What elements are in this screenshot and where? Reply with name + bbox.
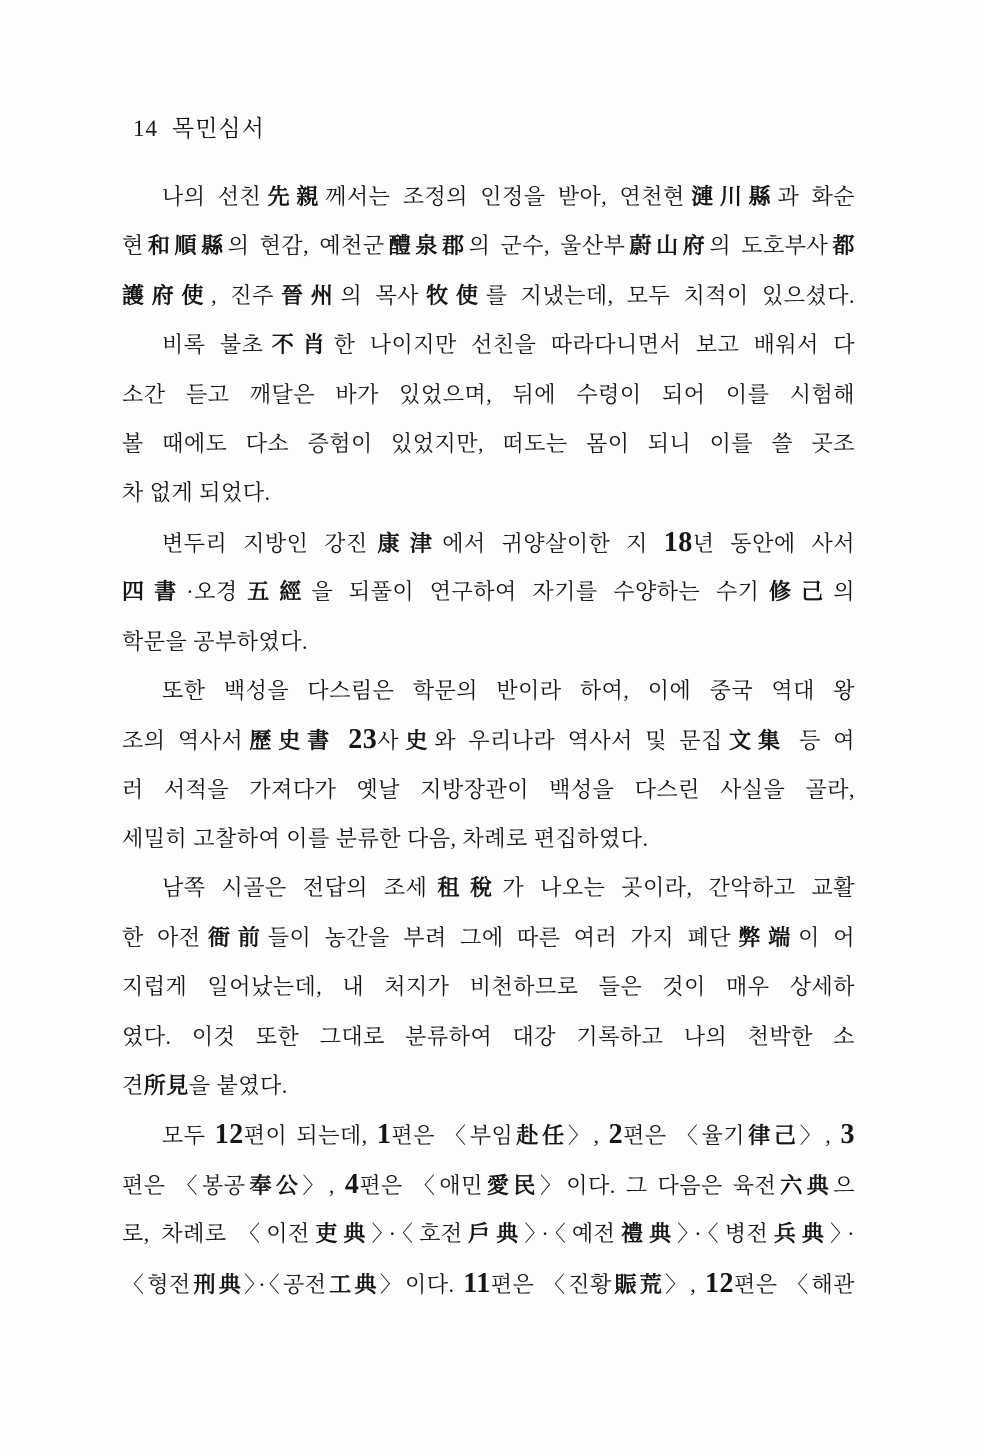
text-line <box>122 1061 855 1110</box>
hanja-text: 戶典 <box>462 1221 525 1247</box>
text-line <box>122 172 855 221</box>
hangul-text: 의 <box>833 579 855 605</box>
hangul-text: 〉·〈예전 <box>524 1221 616 1247</box>
hangul-text: 등 여 <box>786 728 855 754</box>
numeral-text: 4 <box>344 1168 360 1200</box>
hangul-text: 한 나이지만 선친을 따라다니면서 보고 배워서 다 <box>333 332 855 358</box>
hangul-text: 〉·〈호전 <box>371 1221 463 1247</box>
numeral-text: 12 <box>704 1267 734 1299</box>
hanja-text: 蔚山府 <box>625 233 710 259</box>
page-header <box>133 112 265 146</box>
hangul-text: 편은 〈율기 <box>623 1123 746 1149</box>
numeral-text: 2 <box>608 1119 624 1151</box>
hangul-text: 변두리 지방인 강진 <box>162 530 368 556</box>
hangul-text: 한 아전 <box>122 924 201 950</box>
hanja-text: 晉州 <box>273 282 341 308</box>
hanja-text: 醴泉郡 <box>384 233 469 259</box>
paragraph <box>122 320 855 518</box>
hangul-text: 의 현감, 예천군 <box>227 233 385 259</box>
numeral-text: 3 <box>840 1119 855 1151</box>
hangul-text: 비록 불초 <box>162 332 264 358</box>
text-line <box>122 962 855 1011</box>
paragraph <box>122 172 855 320</box>
hanja-text: 先親 <box>261 184 326 209</box>
text-line <box>122 765 855 814</box>
text-line <box>122 320 855 369</box>
numeral-text: 1 <box>376 1119 392 1151</box>
hangul-text: 의 목사 <box>340 282 419 308</box>
hanja-text: 漣川縣 <box>684 184 778 209</box>
hangul-text: 를 지냈는데, 모두 치적이 있으셨다. <box>485 282 855 308</box>
hanja-text: 和順縣 <box>143 233 228 259</box>
hangul-text: 와 우리나라 역사서 및 문집 <box>434 728 723 754</box>
hangul-text: 편이 되는데, <box>243 1123 377 1149</box>
text-line <box>122 1110 855 1159</box>
text-line <box>122 1012 855 1061</box>
hangul-text: 들이 농간을 부려 그에 따른 여러 가지 폐단 <box>267 924 732 950</box>
hanja-text: 不肖 <box>263 332 334 358</box>
hanja-text: 兵典 <box>768 1221 830 1247</box>
text-line <box>122 863 855 912</box>
hangul-text: 편은 〈봉공 <box>122 1172 246 1198</box>
text-line <box>122 1160 855 1209</box>
numeral-text: 23 <box>348 724 378 756</box>
text-line <box>122 617 855 666</box>
hanja-text: 律己 <box>745 1123 800 1149</box>
hangul-text: 학문을 공부하였다. <box>122 628 309 654</box>
text-line <box>122 814 855 863</box>
hanja-text: 租稅 <box>427 875 503 901</box>
hanja-text: 愛民 <box>482 1172 540 1198</box>
hangul-text: 조의 역사서 <box>122 728 244 754</box>
hangul-text: 〉, <box>302 1172 345 1198</box>
hangul-text: 께서는 조정의 인정을 받아, 연천현 <box>325 184 685 209</box>
hangul-text: 소간 듣고 깨달은 바가 있었으며, 뒤에 수령이 되어 이를 시험해 <box>122 381 855 407</box>
hanja-text: 史 <box>399 728 435 754</box>
hangul-text: 편은 〈해관 <box>733 1271 855 1297</box>
text-line <box>122 468 855 517</box>
hangul-text: 〉·〈병전 <box>677 1221 769 1247</box>
hangul-text: 을 붙였다. <box>188 1073 288 1099</box>
paragraph <box>122 518 855 666</box>
hanja-text: 衙前 <box>200 924 268 950</box>
text-line <box>122 221 855 270</box>
hangul-text: 을 되풀이 연구하여 자기를 수양하는 수기 <box>311 579 760 605</box>
hangul-text: 사 <box>377 728 400 754</box>
hanja-text: 康津 <box>367 530 443 556</box>
hanja-text: 弊端 <box>731 924 799 950</box>
hangul-text: 〉이다. <box>379 1271 464 1297</box>
hanja-text: 所見 <box>143 1073 189 1099</box>
hangul-text: 모두 <box>162 1123 215 1149</box>
hangul-text: 으 <box>833 1172 855 1198</box>
hanja-text: 赴任 <box>513 1123 568 1149</box>
text-line <box>122 1259 855 1308</box>
hangul-text: 년 동안에 사서 <box>692 530 855 556</box>
hanja-text: 歷史書 <box>243 728 336 754</box>
hanja-text: 奉公 <box>245 1172 303 1198</box>
hangul-text: 편은 〈부임 <box>391 1123 514 1149</box>
hangul-text: 가 나오는 곳이라, 간악하고 교활 <box>502 875 855 901</box>
text-line <box>122 913 855 962</box>
hangul-text: 과 화순 <box>777 184 855 209</box>
text-line <box>122 271 855 320</box>
numeral-text: 11 <box>463 1267 491 1299</box>
hangul-text: 세밀히 고찰하여 이를 분류한 다음, 차례로 편집하였다. <box>122 826 649 852</box>
hangul-text: 〉, <box>567 1123 609 1149</box>
paragraph <box>122 863 855 1110</box>
hanja-text: 四書 <box>122 579 187 605</box>
text-line <box>122 518 855 567</box>
hangul-text: 편은 〈애민 <box>359 1172 483 1198</box>
hangul-text: 남쪽 시골은 전답의 조세 <box>162 875 428 901</box>
hangul-text: 의 도호부사 <box>709 233 829 259</box>
paragraph <box>122 1110 855 1308</box>
hanja-text: 都 <box>828 233 855 259</box>
hangul-text: 〈형전 <box>122 1271 191 1297</box>
hanja-text: 六典 <box>776 1172 834 1198</box>
hangul-text: 또한 백성을 다스림은 학문의 반이라 하여, 이에 중국 역대 왕 <box>162 677 855 703</box>
hangul-text: 이 어 <box>798 924 855 950</box>
text-line <box>122 419 855 468</box>
hangul-text: 지럽게 일어났는데, 내 처지가 비천하므로 들은 것이 매우 상세하 <box>122 974 855 1000</box>
hangul-text: 견 <box>122 1073 144 1099</box>
hangul-text: , 진주 <box>211 282 274 308</box>
text-line <box>122 1209 855 1258</box>
numeral-text: 12 <box>214 1119 244 1151</box>
hangul-text: 〉이다. 그 다음은 육전 <box>539 1172 777 1198</box>
hanja-text: 賑荒 <box>611 1271 665 1297</box>
hangul-text: 현 <box>122 233 144 259</box>
text-line <box>122 715 855 764</box>
hanja-text: 牧使 <box>418 282 486 308</box>
hanja-text: 文集 <box>722 728 787 754</box>
hangul-text <box>336 728 348 753</box>
hangul-text: 〉, <box>664 1271 705 1297</box>
hanja-text: 五經 <box>237 579 312 605</box>
text-line <box>122 666 855 715</box>
hangul-text: 나의 선친 <box>162 184 262 209</box>
hanja-text: 修己 <box>759 579 834 605</box>
page-number: 14 <box>133 116 158 141</box>
text-line <box>122 370 855 419</box>
numeral-text: 18 <box>663 526 693 558</box>
hanja-text: 工典 <box>326 1271 380 1297</box>
body-text <box>122 172 855 1308</box>
text-line <box>122 567 855 616</box>
hangul-text: 의 군수, 울산부 <box>468 233 626 259</box>
hangul-text: 〉·〈공전 <box>243 1271 327 1297</box>
hangul-text: 였다. 이것 또한 그대로 분류하여 대강 기록하고 나의 천박한 소 <box>122 1023 855 1049</box>
hangul-text: 〉· <box>830 1221 855 1247</box>
hangul-text: 볼 때에도 다소 증험이 있었지만, 떠도는 몸이 되니 이를 쓸 곳조 <box>122 430 855 456</box>
hangul-text: 차 없게 되었다. <box>122 480 271 506</box>
hangul-text: 〉, <box>799 1123 841 1149</box>
hanja-text: 護府使 <box>122 282 212 308</box>
hanja-text: 刑典 <box>190 1271 244 1297</box>
hangul-text: 러 서적을 가져다가 옛날 지방장관이 백성을 다스린 사실을 골라, <box>122 776 855 802</box>
paragraph <box>122 666 855 864</box>
book-title: 목민심서 <box>172 116 265 141</box>
hangul-text: 로, 차례로 〈이전 <box>122 1221 310 1247</box>
hangul-text: ·오경 <box>186 579 238 605</box>
hangul-text: 에서 귀양살이한 지 <box>442 530 664 556</box>
hangul-text: 편은 〈진황 <box>490 1271 612 1297</box>
hanja-text: 吏典 <box>309 1221 372 1247</box>
hanja-text: 禮典 <box>615 1221 678 1247</box>
